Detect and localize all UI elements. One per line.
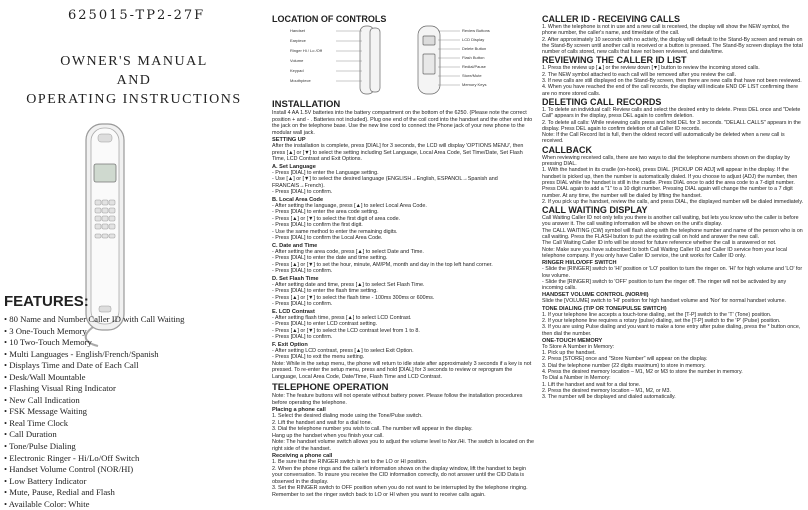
label-flash-button: Flash Button xyxy=(462,55,485,60)
setup-heading: SETTING UP xyxy=(272,137,306,143)
phone-mouthpiece xyxy=(99,306,111,312)
call-waiting-line: The CALL WAITING (CW) symbol will flash along with the telephone number and name of the person who is on call waiting. Press the FLASH button to put the existing call on hold and answer the new call. xyxy=(542,227,803,241)
label-redial-pause: Redial/Pause xyxy=(462,64,486,69)
receiving-step: 3. Set the RINGER switch to OFF position when you do not want to be interrupted by the telephone ringing. Remember to set the ringer switch back to LO or HI when you want to receive calls again. xyxy=(272,485,528,498)
installation-heading: INSTALLATION xyxy=(272,99,341,110)
feature-item: • Low Battery Indicator xyxy=(4,476,184,488)
setting-line: - Press [DIAL] to enter the area code setting. xyxy=(272,209,379,215)
setting-heading: E. LCD Contrast xyxy=(272,308,315,315)
deleting-line: 1. To delete an individual call: Review calls and select the desired entry to delete. Press DEL once and "Delete Call" appears in the display, press DEL again to confirm deletion. xyxy=(542,106,801,120)
title-line-2: AND xyxy=(116,73,152,88)
store-step: 1. Pick up the handset. xyxy=(542,350,596,357)
label-review-buttons: Review Buttons xyxy=(462,28,490,33)
setting-heading: B. Local Area Code xyxy=(272,196,324,203)
controls-heading: LOCATION OF CONTROLS xyxy=(272,14,387,24)
callback-line: 1. With the handset in its cradle (on-hook), press DIAL. [PICKUP OR ADJ] will appear in the display. If the handset is picked up, then the number is automatically dialed. If you choose to adjust (ADJ) the number, then press DIAL while the handset is still in the cradle. Press DIAL once to add the area code to a 7-digit number. Press DIAL again to add a "1" to a 10 digit number. Pressing DIAL again will change the number to a 7 digit number. At any time, the number will be dialed by lifting the handset. xyxy=(542,167,798,199)
dial-heading: To Dial a Number in Memory: xyxy=(542,375,611,382)
feature-item: • Flashing Visual Ring Indicator xyxy=(4,383,184,395)
placing-heading: Placing a phone call xyxy=(272,407,326,413)
reviewing-line: 1. Press the review up [▲] or the review down [▼] button to review the incoming stored calls. xyxy=(542,65,760,72)
setting-line: - Press [DIAL] to confirm. xyxy=(272,301,333,307)
setting-heading: A. Set Language xyxy=(272,163,316,170)
placing-step: 3. Dial the telephone number you wish to call. The number will appear in the display. xyxy=(272,426,473,432)
ringer-line: - Slide the [RINGER] switch to 'HI' position or 'LO' position to turn the ringer on. 'HI' for high volume and 'LO' for low volume. xyxy=(542,266,803,279)
store-step: 4. Press the desired memory location – M1, M2 or M3 to store the number in memory. xyxy=(542,369,743,376)
deleting-line: Note: If the Call Record list is full, then the oldest record will automatically be deleted when a new call is received. xyxy=(542,132,785,145)
placing-step: Hang up the handset when you finish your call. xyxy=(272,432,384,439)
one-touch-heading: ONE-TOUCH MEMORY xyxy=(542,337,603,344)
installation-section xyxy=(272,99,536,498)
deleting-line: 2. To delete all calls: While reviewing calls press and hold DEL for 3 seconds. "DELALL CALLS" appears in the display. Press DEL again to confirm deletion of all Caller ID records. xyxy=(542,119,801,132)
caller-id-line: 1. When the telephone is not in use and a new call is received, the display will show the NEW symbol, the phone number, the caller's name, and time/date of the call. xyxy=(542,24,790,37)
receiving-step: 1. Be sure that the RINGER switch is set to the LO or HI position. xyxy=(272,459,428,465)
caller-id-sections xyxy=(542,14,804,401)
setting-line: - Press [DIAL] to confirm. xyxy=(272,189,333,195)
caller-id-column xyxy=(540,0,806,490)
label-volume: Volume xyxy=(290,58,304,63)
dial-step: 1. Lift the handset and wait for a dial tone. xyxy=(542,381,641,388)
setting-line: - Press [DIAL] to confirm. xyxy=(272,268,333,274)
diagram-phone-side xyxy=(360,26,380,94)
feature-item: • Handset Volume Control (NOR/HI) xyxy=(4,464,184,476)
store-heading: To Store A Number in Memory: xyxy=(542,343,615,350)
call-waiting-line: The Call Waiting Caller ID info will be stored for future reference whether the call is answered or not. xyxy=(542,240,777,247)
ringer-line: - Slide the [RINGER] switch to 'OFF' position to turn the ringer off. The ringer will not be activated by any incoming calls. xyxy=(542,278,787,292)
installation-text: Install 4 AA 1.5V batteries into the battery compartment on the bottom of the 6250. (Please note the correct position + and - . Batteries not included). Plug one end of the coil cord into the handset and the other end into the jack on the telephone base. Use the new line cord to connect the Phone jack of your new phone to the modular wall jack. xyxy=(272,110,533,136)
caller-id-line: 2. After approximately 10 seconds with no activity, the display will default to the Stand-By screen and remain on the Stand-By screen until another call is received or a button is pressed. The Stand-By screen displays the total number of calls stored, new calls that have not been reviewed, and date/time. xyxy=(542,36,803,56)
feature-item: • Mute, Pause, Redial and Flash xyxy=(4,487,184,499)
feature-item: • 3 One-Touch Memory xyxy=(4,326,184,338)
tone-dialing-heading: TONE DIALING (T/P OR TONE/PULSE SWITCH) xyxy=(542,305,667,312)
diagram-leader-lines xyxy=(336,31,460,85)
feature-item: • Tone/Pulse Dialing xyxy=(4,441,184,453)
call-waiting-line: Note: Make sure you have subscribed to both Call Waiting Caller ID and Caller ID service from your local telephone company. If you only have Caller ID service, the unit works for Caller ID only. xyxy=(542,246,788,259)
handset-volume-heading: HANDSET VOLUME CONTROL (NOR/HI) xyxy=(542,292,649,299)
setting-line: - Press [DIAL] to confirm the first digit. xyxy=(272,222,363,228)
features-heading: FEATURES: xyxy=(4,293,89,310)
setting-line: - Press [DIAL] to enter LCD contrast setting. xyxy=(272,321,378,327)
feature-item: • Call Duration xyxy=(4,429,184,441)
setup-text: After the installation is complete, press [DIAL] for 3 seconds, the LCD will display 'OPTIONS MENU', then press [▲] or [▼] to select the setting including Set Language, Local Area Code, Set Time/Date, Set Flash Time, LCD Contrast and Exit Options. xyxy=(272,143,524,162)
phone-earpiece xyxy=(98,134,112,142)
setting-line: - After setting LCD contrast, press [▲] to select Exit Option. xyxy=(272,347,414,354)
setting-line: - Press [▲] or [▼] to set the hour, minute, AM/PM, month and day in the top left hand corner. xyxy=(272,261,493,268)
title-line-3: OPERATING INSTRUCTIONS xyxy=(26,92,242,107)
setting-line: - Use [▲] or [▼] to select the desired language (ENGLISH→English, ESPANOL→Spanish and FRANCAIS→French). xyxy=(272,176,498,189)
label-mouthpiece: Mouthpiece xyxy=(290,78,311,83)
installation-column xyxy=(270,0,538,498)
feature-item: • Displays Time and Date of Each Call xyxy=(4,360,184,372)
reviewing-line: 2. The NEW symbol attached to each call will be removed after you review the call. xyxy=(542,71,736,78)
setting-line: - Press [DIAL] to enter the date and time setting. xyxy=(272,255,388,261)
feature-item: • FSK Message Waiting xyxy=(4,406,184,418)
feature-item: • Multi Languages - English/French/Spanish xyxy=(4,349,184,361)
handset-volume-line: Slide the [VOLUME] switch to 'HI' position for high handset volume and 'Nor' for normal handset volume. xyxy=(542,298,786,305)
ringer-heading: RINGER HI/LO/OFF SWITCH xyxy=(542,260,617,267)
receiving-heading: Receiving a phone call xyxy=(272,453,333,459)
tone-dialing-line: 2. If your telephone line requires a rotary (pulse) dialing, set the [T-P] switch to the 'P' (Pulse) position. xyxy=(542,317,781,324)
setting-line: - Use the same method to enter the remaining digits. xyxy=(272,228,398,235)
callback-line: When reviewing received calls, there are two ways to dial the telephone numbers shown on the display by pressing DIAL. xyxy=(542,154,790,168)
receiving-step: 2. When the phone rings and the caller's information shows on the display window, lift the handset to begin your conversation. To insure you receive the CID information correctly, do not answer until the CID Data is observed in the display. xyxy=(272,465,526,485)
label-memory-keys: Memory Keys xyxy=(462,82,487,87)
dial-step: 3. The number will be displayed and dialed automatically. xyxy=(542,394,676,401)
feature-item: • 10 Two-Touch Memory xyxy=(4,337,184,349)
feature-item: • 80 Name and Number Caller ID with Call Waiting xyxy=(4,314,184,326)
label-ringer: Ringer Hi / Lo /Off xyxy=(290,48,322,53)
model-number: 625015-TP2-27F xyxy=(68,8,206,23)
diagram-phone-front xyxy=(418,26,440,94)
reviewing-line: 3. If new calls are still displayed on the Stand-By screen, then there are new calls that have not been reviewed. xyxy=(542,78,802,85)
phone-lcd xyxy=(94,164,116,182)
label-keypad: Keypad xyxy=(290,68,304,73)
call-waiting-heading: CALL WAITING DISPLAY xyxy=(542,205,648,216)
setting-line: - Press [▲] or [▼] to select the flash time - 100ms 300ms or 600ms. xyxy=(272,294,435,301)
setting-heading: C. Date and Time xyxy=(272,242,318,249)
label-earpiece: Earpiece xyxy=(290,38,306,43)
manual-title xyxy=(0,52,268,109)
reviewing-heading: REVIEWING THE CALLER ID LIST xyxy=(542,55,687,66)
setting-line: - Press [DIAL] to confirm the Local Area Code. xyxy=(272,235,383,241)
setting-line: - Press [DIAL] to confirm. xyxy=(272,334,333,340)
placing-note: Note: The handset volume switch allows you to adjust the volume level to Nor./Hi. The switch is located on the right side of the handset. xyxy=(272,439,534,452)
setting-line: - After setting flash time, press [▲] to select LCD Contrast. xyxy=(272,314,412,321)
setting-line: - Press [DIAL] to enter the Language setting. xyxy=(272,169,379,176)
caller-id-heading: CALLER ID - RECEIVING CALLS xyxy=(542,14,681,24)
reviewing-line: 4. When you have reached the end of the call records, the display will indicate END OF LIST confirming there are no more stored calls. xyxy=(542,84,799,97)
setting-line: - After setting date and time, press [▲] to select Set Flash Time. xyxy=(272,281,425,288)
callback-heading: CALLBACK xyxy=(542,144,592,155)
operation-note: Note: The feature buttons will not operate without battery power. Please follow the installation procedures before operating the telephone. xyxy=(272,393,523,406)
store-step: 2. Press [STORE] once and "Store Number" will appear on the display. xyxy=(542,356,708,363)
setting-line: - Press [▲] or [▼] to select the LCD contrast level from 1 to 8. xyxy=(272,327,420,334)
deleting-heading: DELETING CALL RECORDS xyxy=(542,96,662,107)
store-step: 3. Dial the telephone number (22 digits maximum) to store in memory. xyxy=(542,362,706,369)
feature-item: • Available Color: White xyxy=(4,499,184,510)
dial-step: 2. Press the desired memory location – M1, M2, or M3. xyxy=(542,387,671,394)
placing-step: 2. Lift the handset and wait for a dial tone. xyxy=(272,419,373,426)
setting-heading: F. Exit Option xyxy=(272,341,308,348)
tone-dialing-line: 3. If you are using Pulse dialing and you want to make a tone entry after pulse dialing, press the * button once, then dial the number. xyxy=(542,324,801,337)
callback-line: 2. If you pick up the handset, review the calls, and press DIAL, the displayed number will be dialed immediately. xyxy=(542,198,804,205)
telephone-operation-heading: TELEPHONE OPERATION xyxy=(272,382,389,393)
controls-diagram xyxy=(270,24,538,96)
setting-line: - Press [▲] or [▼] to select the first digit of area code. xyxy=(272,215,401,222)
feature-item: • Electronic Ringer - Hi/Lo/Off Switch xyxy=(4,453,184,465)
feature-item: • Real Time Clock xyxy=(4,418,184,430)
label-delete-button: Delete Button xyxy=(462,46,487,51)
setting-heading: D. Set Flash Time xyxy=(272,275,319,282)
feature-item: • New Call Indication xyxy=(4,395,184,407)
setting-line: - Press [DIAL] to enter the flash time setting. xyxy=(272,288,378,294)
feature-item: • Desk/Wall Mountable xyxy=(4,372,184,384)
setting-line: - After setting the area code, press [▲] to select Date and Time. xyxy=(272,248,424,255)
setting-line: - After setting the language, press [▲] to select Local Area Code. xyxy=(272,202,427,209)
title-line-1: OWNER'S MANUAL xyxy=(60,54,208,69)
label-handset: Handset xyxy=(290,28,305,33)
tone-dialing-line: 1. If your telephone line accepts a touch-tone dialing, set the [T-P] switch to the 'T' (Tone) position. xyxy=(542,311,772,318)
label-lcd-display: LCD Display xyxy=(462,37,485,42)
setup-note: Note: While in the setup menu, the phone will return to idle state after approximately 3 seconds if a key is not pressed. To re-enter the setup menu, press and hold [DIAL] for 3 seconds to review or reprogram the Language, Local Area Code, Date/Time, Flash Time and LCD Contrast. xyxy=(272,360,532,380)
cover-column xyxy=(0,0,268,509)
placing-step: 1. Select the desired dialing mode using the Tone/Pulse switch. xyxy=(272,413,423,419)
setting-line: - Press [DIAL] to exit the menu setting. xyxy=(272,354,365,360)
features-list xyxy=(4,314,184,510)
call-waiting-line: Call Waiting Caller ID not only tells you there is another call waiting, but lets you know who the caller is before you answer it. The call waiting information will be shown on the unit's display. xyxy=(542,215,799,228)
label-store-mute: Store/Mute xyxy=(462,73,482,78)
